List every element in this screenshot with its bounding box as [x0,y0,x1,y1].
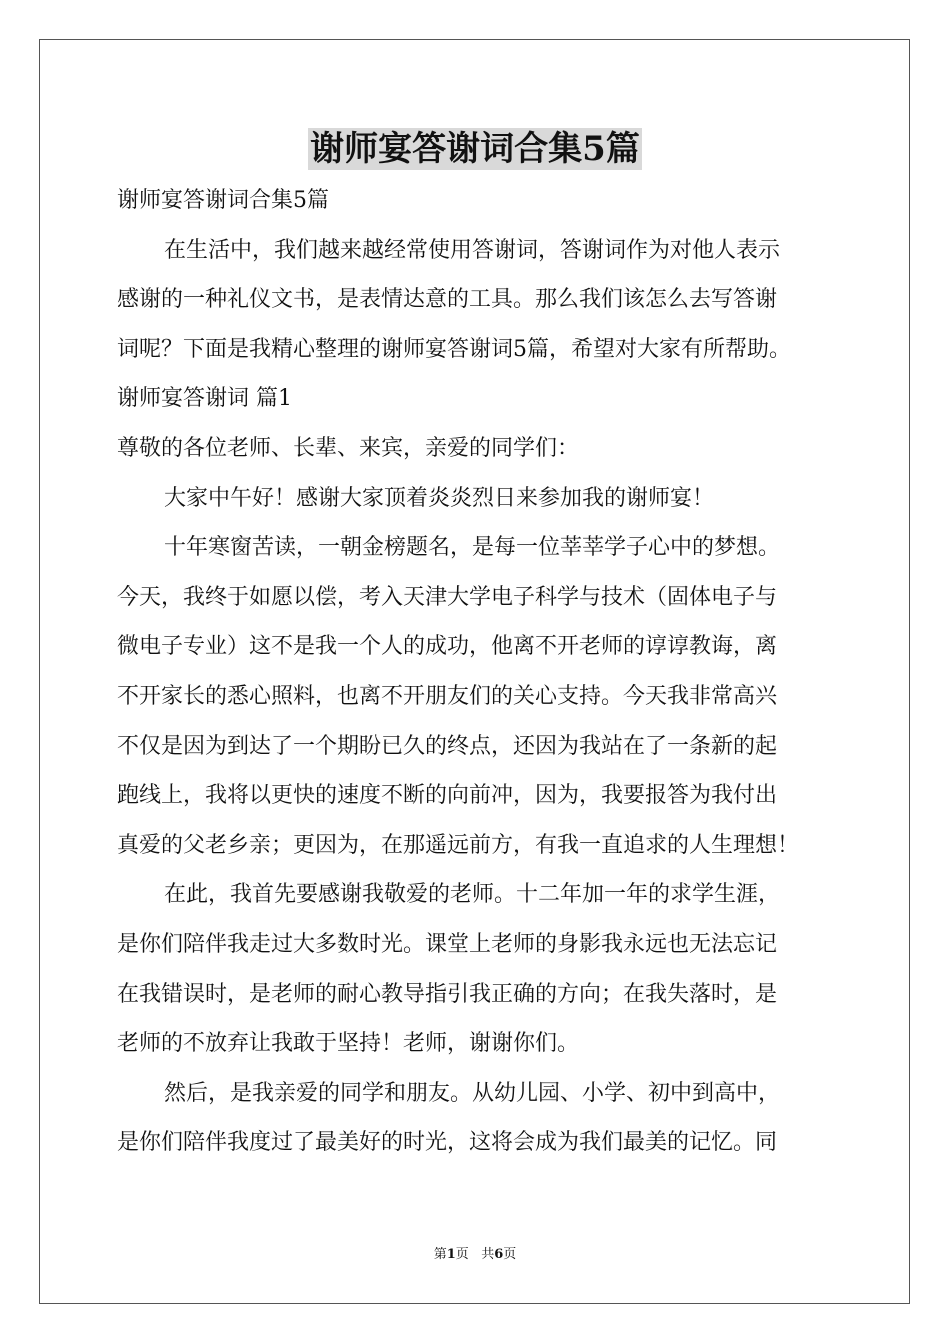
body-line: 在此，我首先要感谢我敬爱的老师。十二年加一年的求学生涯， [164,882,781,908]
body-line: 在生活中，我们越来越经常使用答谢词，答谢词作为对他人表示 [164,237,781,263]
body-line: 跑线上，我将以更快的速度不断的向前冲，因为，我要报答为我付出 [117,783,778,809]
body-line: 微电子专业）这不是我一个人的成功，他离不开老师的谆谆教诲，离 [117,634,778,660]
section-heading: 谢师宴答谢词 篇1 [117,386,292,412]
total-suffix: 页 [503,1247,517,1262]
body-line: 不仅是因为到达了一个期盼已久的终点，还因为我站在了一条新的起 [117,733,778,759]
body-line: 是你们陪伴我度过了最美好的时光，这将会成为我们最美的记忆。同 [117,1130,778,1156]
body-line: 老师的不放弃让我敢于坚持！老师，谢谢你们。 [117,1031,580,1057]
body-line: 在我错误时，是老师的耐心教导指引我正确的方向；在我失落时，是 [117,981,778,1007]
total-pages: 6 [494,1247,504,1262]
page-suffix: 页 [455,1247,469,1262]
document-body [117,176,841,1168]
document-title: 谢师宴答谢词合集5篇 [310,129,640,169]
total-prefix: 共 [481,1247,495,1262]
body-line: 词呢？下面是我精心整理的谢师宴答谢词5篇，希望对大家有所帮助。 [117,336,791,362]
page-prefix: 第 [433,1247,447,1262]
body-line: 感谢的一种礼仪文书，是表情达意的工具。那么我们该怎么去写答谢 [117,287,778,313]
page-footer [0,1246,950,1264]
body-line: 十年寒窗苦读，一朝金榜题名，是每一位莘莘学子心中的梦想。 [164,535,781,561]
title-container [0,128,950,170]
body-line: 谢师宴答谢词合集5篇 [117,188,329,213]
body-line: 大家中午好！感谢大家顶着炎炎烈日来参加我的谢师宴！ [164,485,715,511]
body-line: 不开家长的悉心照料，也离不开朋友们的关心支持。今天我非常高兴 [117,683,778,709]
page-number: 1 [446,1247,456,1262]
body-line: 是你们陪伴我走过大多数时光。课堂上老师的身影我永远也无法忘记 [117,931,778,957]
body-line: 然后，是我亲爱的同学和朋友。从幼儿园、小学、初中到高中， [164,1080,781,1106]
body-line: 尊敬的各位老师、长辈、来宾，亲爱的同学们： [117,435,580,461]
body-line: 真爱的父老乡亲；更因为，在那遥远前方，有我一直追求的人生理想！ [117,832,800,858]
body-line: 今天，我终于如愿以偿，考入天津大学电子科学与技术（固体电子与 [117,584,778,610]
